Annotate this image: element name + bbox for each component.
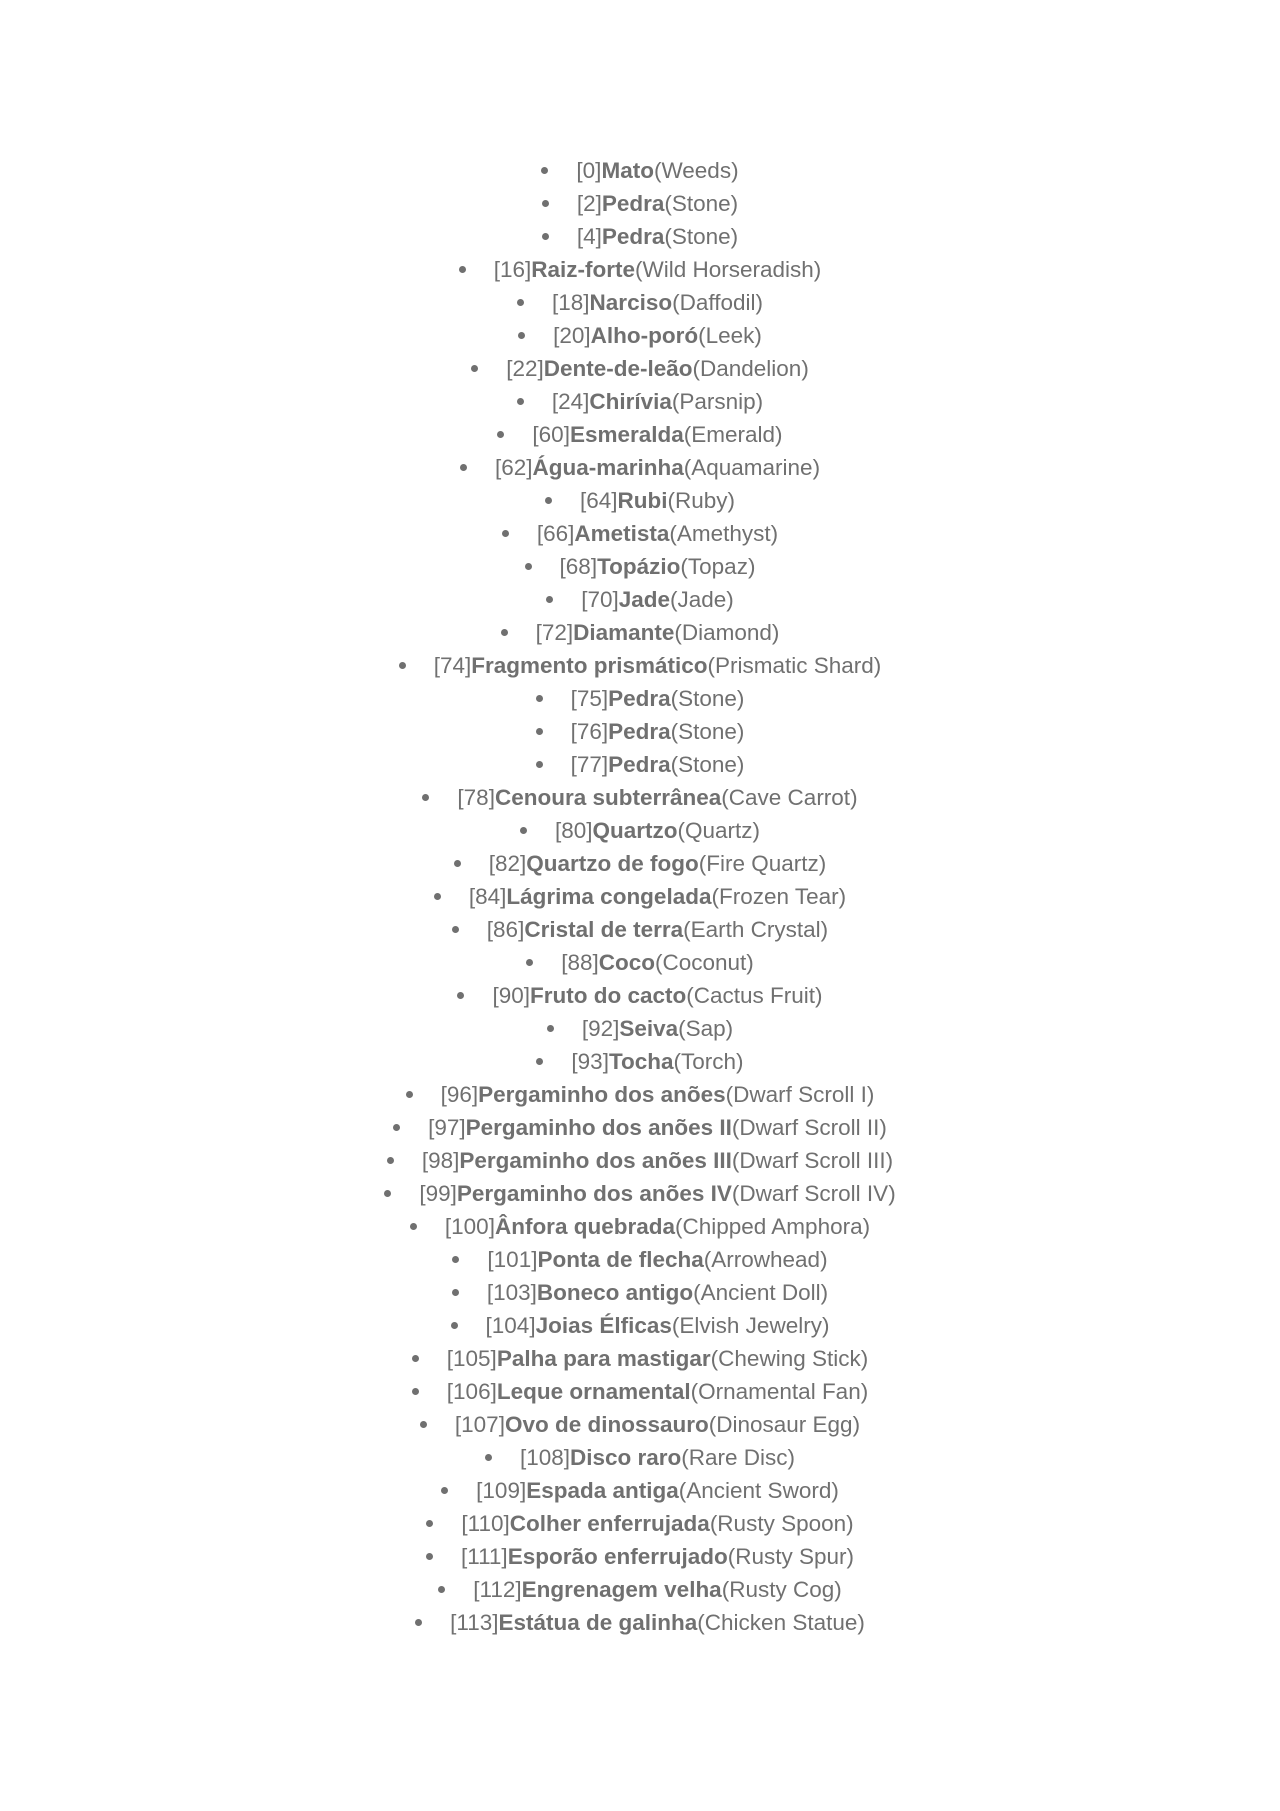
item-name-pt: Pergaminho dos anões II [465,1114,732,1140]
item-text [580,488,735,514]
item-id: [100] [444,1213,495,1239]
item-id: [104] [485,1312,536,1338]
item-id: [105] [446,1345,497,1371]
item-id: [77] [570,751,609,777]
list-item [0,286,1280,319]
item-id: [74] [433,652,472,678]
item-id: [93] [571,1048,609,1074]
bullet-icon [536,761,543,768]
item-name-en: (Stone) [670,685,745,711]
list-item [0,1375,1280,1408]
list-item [0,1177,1280,1210]
item-name-pt: Pedra [608,685,671,711]
item-name-en: (Earth Crystal) [683,916,829,942]
bullet-icon [415,1619,422,1626]
item-name-en: (Leek) [698,322,762,348]
item-text [582,1016,733,1042]
bullet-icon [545,497,552,504]
list-item [0,583,1280,616]
item-text [469,884,846,910]
bullet-icon [406,1091,413,1098]
item-id: [78] [457,784,495,810]
item-name-en: (Ruby) [667,487,736,513]
item-id: [16] [493,256,532,282]
bullet-icon [547,1025,554,1032]
item-name-en: (Jade) [670,586,734,612]
item-text [487,917,828,943]
item-name-en: (Parsnip) [671,388,764,414]
item-text [476,1478,839,1504]
bullet-icon [460,464,467,471]
item-id: [82] [488,850,527,876]
item-text [447,1379,868,1405]
item-name-pt: Raiz-forte [531,256,635,282]
item-name-en: (Stone) [664,223,739,249]
item-name-pt: Pedra [608,751,671,777]
bullet-icon [542,233,549,240]
bullet-icon [502,530,509,537]
item-name-pt: Lágrima congelada [506,883,712,909]
item-id: [80] [554,817,593,843]
bullet-icon [517,299,524,306]
list-item [0,1606,1280,1639]
bullet-icon [426,1520,433,1527]
item-name-en: (Dinosaur Egg) [708,1411,861,1437]
list-item [0,913,1280,946]
list-item [0,1540,1280,1573]
item-text [419,1181,895,1207]
item-text [486,1313,830,1339]
item-id: [22] [506,355,544,381]
bullet-icon [387,1157,394,1164]
bullet-icon [426,1553,433,1560]
item-text [494,257,822,283]
item-text [581,587,734,613]
bullet-icon [541,167,548,174]
item-name-en: (Cactus Fruit) [686,982,823,1008]
item-id: [98] [421,1147,460,1173]
item-id: [112] [473,1576,522,1602]
item-id: [0] [576,157,602,183]
item-name-en: (Daffodil) [672,289,763,315]
item-text [552,290,763,316]
list-item [0,715,1280,748]
bullet-icon [525,563,532,570]
item-text [455,1412,860,1438]
item-name-en: (Sap) [678,1015,734,1041]
item-name-pt: Pergaminho dos anões III [459,1147,732,1173]
bullet-icon [485,1454,492,1461]
item-text [577,191,738,217]
list-item [0,1276,1280,1309]
item-id: [88] [561,949,599,975]
item-name-pt: Esmeralda [569,421,684,447]
list-item [0,418,1280,451]
item-name-en: (Ornamental Fan) [690,1378,869,1404]
item-text [487,1280,828,1306]
item-name-pt: Boneco antigo [536,1279,694,1305]
list-item [0,385,1280,418]
item-name-en: (Emerald) [683,421,783,447]
list-item [0,814,1280,847]
list-item [0,319,1280,352]
list-item [0,1045,1280,1078]
item-text [537,521,778,547]
item-name-en: (Chipped Amphora) [674,1213,871,1239]
item-id: [60] [532,421,570,447]
bullet-icon [546,596,553,603]
item-name-pt: Ametista [574,520,670,546]
list-item [0,187,1280,220]
item-id: [2] [576,190,602,216]
item-text [555,818,760,844]
item-name-pt: Quartzo de fogo [526,850,699,876]
item-name-en: (Rusty Spoon) [709,1510,854,1536]
item-name-pt: Leque ornamental [496,1378,691,1404]
item-list [0,154,1280,1639]
item-text [492,983,822,1009]
item-id: [109] [476,1477,527,1503]
bullet-icon [471,365,478,372]
bullet-icon [452,1256,459,1263]
item-id: [108] [519,1444,570,1470]
list-item [0,1012,1280,1045]
item-text [450,1610,865,1636]
item-name-pt: Água-marinha [532,454,684,480]
list-item [0,484,1280,517]
item-text [532,422,782,448]
item-name-en: (Dwarf Scroll III) [731,1147,894,1173]
item-id: [92] [581,1015,620,1041]
item-name-pt: Espada antiga [526,1477,679,1503]
list-item [0,253,1280,286]
bullet-icon [441,1487,448,1494]
item-text [520,1445,795,1471]
item-text [506,356,809,382]
list-item [0,1408,1280,1441]
item-text [495,455,820,481]
item-name-en: (Arrowhead) [703,1246,828,1272]
item-name-pt: Alho-poró [590,322,699,348]
list-item [0,1144,1280,1177]
item-name-en: (Wild Horseradish) [635,256,822,282]
item-name-pt: Pedra [608,718,671,744]
item-name-pt: Pergaminho dos anões [478,1081,726,1107]
list-item [0,748,1280,781]
bullet-icon [410,1223,417,1230]
bullet-icon [434,893,441,900]
list-item [0,550,1280,583]
item-name-pt: Quartzo [592,817,678,843]
item-name-pt: Esporão enferrujado [507,1543,728,1569]
item-text [571,719,745,745]
item-id: [24] [551,388,590,414]
list-item [0,649,1280,682]
bullet-icon [497,431,504,438]
item-text [428,1115,887,1141]
item-name-en: (Rusty Cog) [721,1576,842,1602]
item-name-pt: Palha para mastigar [496,1345,711,1371]
item-name-en: (Torch) [673,1048,744,1074]
bullet-icon [520,827,527,834]
item-name-pt: Colher enferrujada [509,1510,710,1536]
item-text [445,1214,870,1240]
item-name-en: (Stone) [670,718,745,744]
bullet-icon [438,1586,445,1593]
list-item [0,682,1280,715]
item-name-pt: Fragmento prismático [471,652,708,678]
item-name-pt: Narciso [589,289,673,315]
list-item [0,1441,1280,1474]
item-name-pt: Dente-de-leão [543,355,693,381]
item-name-en: (Coconut) [654,949,754,975]
item-name-en: (Diamond) [674,619,780,645]
bullet-icon [422,794,429,801]
item-text [571,1049,743,1075]
item-name-en: (Aquamarine) [683,454,821,480]
item-name-en: (Ancient Sword) [678,1477,839,1503]
item-text [461,1511,853,1537]
item-text [489,851,827,877]
item-name-en: (Dwarf Scroll IV) [731,1180,896,1206]
list-item [0,781,1280,814]
item-name-pt: Ovo de dinossauro [504,1411,709,1437]
item-name-pt: Ânfora quebrada [494,1213,675,1239]
item-name-pt: Tocha [608,1048,674,1074]
list-item [0,154,1280,187]
item-name-en: (Fire Quartz) [698,850,827,876]
item-name-pt: Rubi [617,487,668,513]
list-item [0,880,1280,913]
item-name-en: (Amethyst) [669,520,779,546]
list-item [0,979,1280,1012]
list-item [0,1573,1280,1606]
item-name-pt: Topázio [597,553,681,579]
item-name-en: (Chewing Stick) [710,1345,869,1371]
list-item [0,1309,1280,1342]
item-name-pt: Pedra [601,190,665,216]
bullet-icon [518,332,525,339]
item-id: [110] [461,1510,510,1536]
list-item [0,847,1280,880]
item-text [571,686,745,712]
list-item [0,946,1280,979]
bullet-icon [501,629,508,636]
bullet-icon [452,926,459,933]
item-id: [66] [536,520,575,546]
item-text [487,1247,827,1273]
bullet-icon [412,1388,419,1395]
item-name-pt: Ponta de flecha [537,1246,704,1272]
item-id: [107] [454,1411,505,1437]
item-name-pt: Fruto do cacto [530,982,687,1008]
list-item [0,220,1280,253]
item-name-en: (Rusty Spur) [727,1543,855,1569]
bullet-icon [412,1355,419,1362]
item-name-en: (Chicken Statue) [697,1609,865,1635]
document-page [0,154,1280,1639]
item-text [441,1082,875,1108]
item-name-en: (Stone) [664,190,739,216]
item-text [536,620,780,646]
item-id: [111] [460,1543,508,1569]
bullet-icon [526,959,533,966]
item-id: [4] [576,223,602,249]
item-name-pt: Jade [618,586,671,612]
list-item [0,517,1280,550]
item-text [473,1577,841,1603]
item-name-pt: Disco raro [569,1444,682,1470]
list-item [0,1210,1280,1243]
bullet-icon [536,1058,543,1065]
list-item [0,1078,1280,1111]
list-item [0,1111,1280,1144]
item-name-en: (Topaz) [680,553,756,579]
list-item [0,1342,1280,1375]
item-text [422,1148,893,1174]
item-id: [86] [486,916,525,942]
bullet-icon [542,200,549,207]
item-name-pt: Pedra [601,223,665,249]
item-text [461,1544,854,1570]
item-name-en: (Dwarf Scroll II) [731,1114,887,1140]
bullet-icon [457,992,464,999]
item-text [560,554,756,580]
bullet-icon [517,398,524,405]
item-text [576,158,738,184]
item-id: [62] [494,454,533,480]
list-item [0,1243,1280,1276]
item-name-pt: Joias Élficas [535,1312,672,1338]
item-name-en: (Dandelion) [692,355,809,381]
item-name-en: (Ancient Doll) [693,1279,829,1305]
item-name-en: (Rare Disc) [681,1444,796,1470]
item-id: [84] [468,883,507,909]
bullet-icon [536,728,543,735]
bullet-icon [399,662,406,669]
item-id: [76] [570,718,609,744]
item-name-en: (Cave Carrot) [721,784,858,810]
list-item [0,451,1280,484]
item-name-pt: Cristal de terra [524,916,684,942]
item-id: [106] [446,1378,497,1404]
item-id: [99] [419,1180,457,1206]
list-item [0,1507,1280,1540]
item-name-pt: Pergaminho dos anões IV [456,1180,732,1206]
item-id: [70] [581,586,619,612]
item-name-pt: Diamante [573,619,675,645]
item-id: [64] [579,487,618,513]
item-text [561,950,754,976]
bullet-icon [393,1124,400,1131]
item-name-en: (Frozen Tear) [711,883,847,909]
item-id: [97] [428,1114,466,1140]
item-name-pt: Estátua de galinha [498,1609,698,1635]
item-id: [101] [487,1246,538,1272]
item-id: [75] [570,685,609,711]
item-text [552,389,763,415]
list-item [0,1474,1280,1507]
item-name-en: (Prismatic Shard) [707,652,882,678]
item-name-en: (Stone) [670,751,745,777]
item-id: [18] [552,289,590,315]
item-id: [113] [450,1609,499,1635]
item-text [571,752,745,778]
item-name-en: (Dwarf Scroll I) [725,1081,875,1107]
item-name-en: (Quartz) [677,817,761,843]
item-id: [72] [535,619,574,645]
bullet-icon [451,1322,458,1329]
item-id: [20] [553,322,591,348]
item-text [434,653,882,679]
item-text [457,785,857,811]
item-name-en: (Weeds) [653,157,739,183]
item-id: [103] [486,1279,537,1305]
item-name-en: (Elvish Jewelry) [671,1312,830,1338]
item-name-pt: Cenoura subterrânea [494,784,722,810]
item-name-pt: Chirívia [589,388,672,414]
bullet-icon [384,1190,391,1197]
item-text [447,1346,868,1372]
item-id: [96] [440,1081,479,1107]
item-id: [90] [492,982,530,1008]
item-name-pt: Seiva [619,1015,679,1041]
item-name-pt: Coco [598,949,655,975]
item-name-pt: Mato [601,157,654,183]
list-item [0,616,1280,649]
list-item [0,352,1280,385]
item-name-pt: Engrenagem velha [521,1576,722,1602]
item-text [577,224,738,250]
bullet-icon [452,1289,459,1296]
bullet-icon [459,266,466,273]
item-text [553,323,762,349]
bullet-icon [454,860,461,867]
bullet-icon [420,1421,427,1428]
item-id: [68] [559,553,598,579]
bullet-icon [536,695,543,702]
